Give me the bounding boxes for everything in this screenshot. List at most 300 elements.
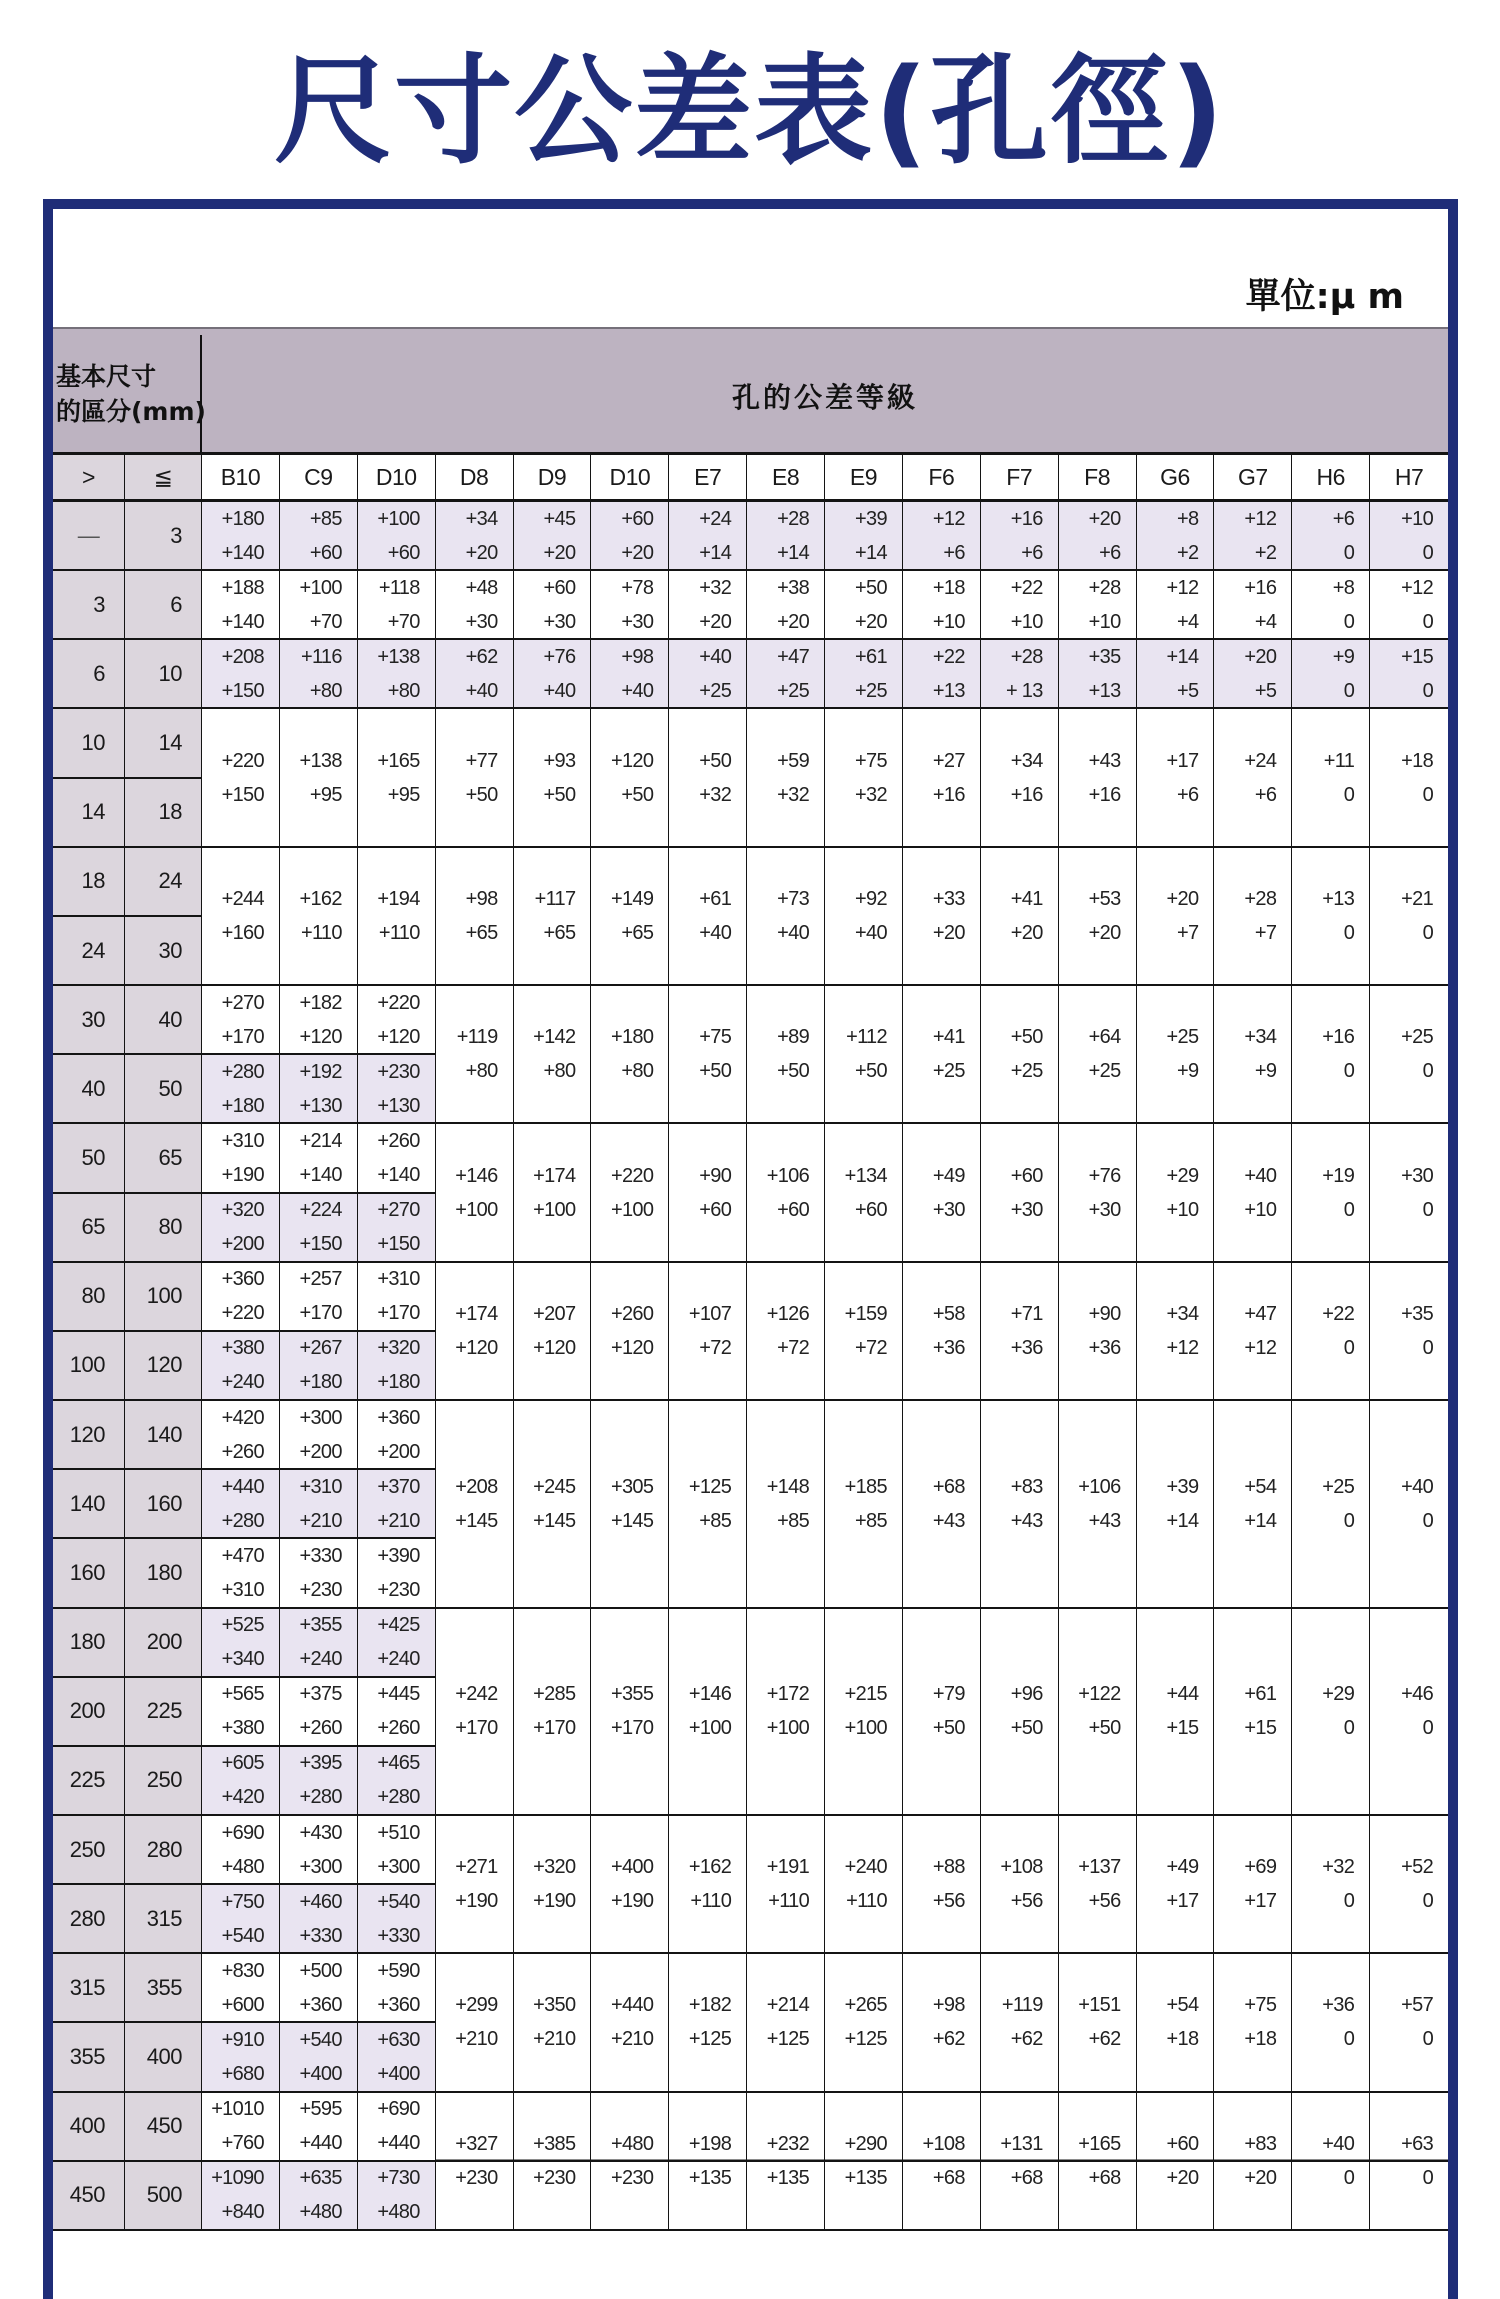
lower-deviation: +18	[1166, 2028, 1199, 2051]
size-upto-cell: 65	[125, 1124, 202, 1193]
upper-deviation: +285	[533, 1683, 576, 1706]
upper-deviation: +910	[221, 2029, 264, 2052]
lower-deviation: +125	[688, 2028, 732, 2051]
tolerance-cell	[1214, 1263, 1292, 1401]
size-over-cell: 280	[53, 1885, 125, 1954]
upper-deviation: +480	[611, 2132, 654, 2155]
size-upto-cell: 30	[125, 917, 202, 986]
lower-deviation: +16	[1088, 783, 1121, 806]
upper-deviation: +22	[1322, 1302, 1355, 1325]
tolerance-cell	[669, 709, 747, 847]
lower-deviation: +70	[309, 610, 342, 633]
lower-deviation: +50	[1088, 1717, 1121, 1740]
tolerance-cell	[669, 1816, 747, 1954]
tolerance-cell	[1214, 986, 1292, 1124]
upper-deviation: +400	[611, 1856, 654, 1879]
upper-deviation: +50	[699, 749, 732, 772]
lower-deviation: +56	[1010, 1890, 1043, 1913]
upper-deviation: +245	[533, 1475, 576, 1498]
lower-deviation: +65	[543, 921, 576, 944]
lower-deviation: +145	[533, 1509, 576, 1532]
lower-deviation: +65	[465, 921, 498, 944]
size-over-cell: 225	[53, 1747, 125, 1816]
lower-deviation: 0	[1422, 679, 1433, 702]
size-upto-cell: 160	[125, 1470, 202, 1539]
upper-deviation: +690	[221, 1821, 264, 1844]
lower-deviation: +360	[299, 1993, 342, 2016]
upper-deviation: +310	[377, 1268, 420, 1291]
tolerance-cell	[280, 709, 358, 847]
upper-deviation: +36	[1322, 1994, 1355, 2017]
upper-deviation: +151	[1078, 1994, 1121, 2017]
upper-deviation: +45	[543, 507, 576, 530]
upper-deviation: +98	[621, 645, 654, 668]
lower-deviation: +68	[1010, 2166, 1043, 2189]
tolerance-cell	[1292, 1954, 1370, 2092]
unit-label: 單位:μ m	[1245, 277, 1404, 317]
upper-deviation: +172	[766, 1683, 809, 1706]
tolerance-cell	[1370, 2093, 1448, 2231]
tolerance-cell	[1137, 1401, 1215, 1608]
lower-deviation: 0	[1422, 2028, 1433, 2051]
size-over-cell: 355	[53, 2023, 125, 2092]
tolerance-cell	[280, 1332, 358, 1401]
upper-deviation: +122	[1078, 1683, 1121, 1706]
lower-deviation: +20	[699, 610, 732, 633]
lower-deviation: +440	[377, 2132, 420, 2155]
upper-deviation: +61	[855, 645, 887, 668]
tolerance-cell	[591, 1401, 669, 1608]
lower-deviation: +20	[777, 610, 809, 633]
tolerance-cell	[747, 640, 825, 709]
lower-deviation: 0	[1422, 1890, 1433, 1913]
tolerance-cell	[280, 986, 358, 1055]
tolerance-cell	[1059, 571, 1137, 640]
lower-deviation: +280	[299, 1786, 342, 1809]
tolerance-cell	[280, 502, 358, 571]
lower-deviation: +100	[844, 1717, 887, 1740]
upper-deviation: +440	[221, 1475, 264, 1498]
upper-deviation: +370	[377, 1475, 420, 1498]
upper-deviation: +19	[1322, 1164, 1355, 1187]
tolerance-cell	[202, 2023, 280, 2092]
tolerance-cell	[358, 2162, 436, 2231]
upper-deviation: +73	[777, 887, 809, 910]
lower-deviation: +9	[1176, 1060, 1199, 1083]
upper-deviation: +20	[1166, 887, 1199, 910]
upper-deviation: +96	[1010, 1683, 1043, 1706]
tolerance-cell	[358, 1055, 436, 1124]
lower-deviation: +840	[221, 2201, 264, 2224]
lower-deviation: +680	[221, 2063, 264, 2086]
tolerance-cell	[202, 502, 280, 571]
upper-deviation: +32	[699, 576, 732, 599]
lower-deviation: +95	[387, 783, 420, 806]
lower-deviation: +170	[455, 1717, 498, 1740]
lower-deviation: +125	[844, 2028, 887, 2051]
lower-deviation: +6	[1099, 541, 1121, 564]
tolerance-cell	[202, 1055, 280, 1124]
upper-deviation: +159	[844, 1302, 887, 1325]
tolerance-cell	[747, 709, 825, 847]
upper-deviation: +28	[1244, 887, 1277, 910]
lower-deviation: +135	[766, 2166, 809, 2189]
lower-deviation: +100	[455, 1198, 498, 1221]
tolerance-cell	[202, 1885, 280, 1954]
upper-deviation: +182	[299, 991, 342, 1014]
lower-deviation: +30	[465, 610, 498, 633]
lower-deviation: +5	[1254, 679, 1277, 702]
lower-deviation: +210	[299, 1509, 342, 1532]
tolerance-cell	[1214, 1401, 1292, 1608]
upper-deviation: +188	[221, 576, 264, 599]
lower-deviation: +100	[533, 1198, 576, 1221]
upper-deviation: +390	[377, 1544, 420, 1567]
lower-deviation: +180	[221, 1094, 264, 1117]
tolerance-cell	[903, 571, 981, 640]
upper-deviation: +106	[1078, 1475, 1121, 1498]
lower-deviation: +12	[1244, 1336, 1277, 1359]
lower-deviation: +120	[299, 1025, 342, 1048]
lower-deviation: +260	[221, 1440, 264, 1463]
tolerance-cell	[1370, 1609, 1448, 1816]
tolerance-cell	[514, 1816, 592, 1954]
tolerance-cell	[747, 502, 825, 571]
size-upto-cell: 80	[125, 1194, 202, 1263]
upper-deviation: +61	[699, 887, 732, 910]
lower-deviation: +7	[1254, 921, 1277, 944]
lower-deviation: +32	[855, 783, 887, 806]
grade-header-f8: F8	[1059, 455, 1137, 502]
upper-deviation: +40	[699, 645, 732, 668]
tolerance-cell	[981, 848, 1059, 986]
size-over-cell: 120	[53, 1401, 125, 1470]
upper-deviation: +83	[1010, 1475, 1043, 1498]
upper-deviation: +360	[221, 1268, 264, 1291]
tolerance-cell	[1214, 709, 1292, 847]
tolerance-cell	[1370, 640, 1448, 709]
tolerance-cell	[1292, 1401, 1370, 1608]
upper-deviation: +58	[932, 1302, 965, 1325]
lower-deviation: 0	[1422, 1336, 1433, 1359]
lower-deviation: +50	[855, 1060, 887, 1083]
tolerance-cell	[358, 1124, 436, 1193]
tolerance-cell	[825, 640, 903, 709]
lower-deviation: +130	[377, 1094, 420, 1117]
tolerance-cell	[669, 1609, 747, 1816]
lower-deviation: +210	[377, 1509, 420, 1532]
tolerance-cell	[1292, 848, 1370, 986]
lower-deviation: +125	[766, 2028, 809, 2051]
upper-deviation: +12	[932, 507, 965, 530]
lower-deviation: 0	[1422, 610, 1433, 633]
upper-deviation: +162	[688, 1856, 732, 1879]
tolerance-cell	[747, 2093, 825, 2231]
upper-deviation: +830	[221, 1959, 264, 1982]
lower-deviation: +2	[1176, 541, 1199, 564]
upper-deviation: +174	[533, 1164, 576, 1187]
upper-deviation: +35	[1088, 645, 1121, 668]
upper-deviation: +89	[777, 1026, 809, 1049]
upper-deviation: +510	[377, 1821, 420, 1844]
upper-deviation: +430	[299, 1821, 342, 1844]
upper-deviation: +18	[1401, 749, 1433, 772]
tolerance-cell	[669, 848, 747, 986]
tolerance-cell	[591, 986, 669, 1124]
tolerance-cell	[436, 986, 514, 1124]
lower-deviation: +2	[1254, 541, 1277, 564]
lower-deviation: +43	[1010, 1509, 1043, 1532]
tolerance-cell	[747, 1816, 825, 1954]
lower-deviation: +12	[1166, 1336, 1199, 1359]
upper-deviation: +8	[1176, 507, 1199, 530]
grade-header-e9: E9	[825, 455, 903, 502]
lower-deviation: +4	[1254, 610, 1277, 633]
upper-deviation: +119	[1001, 1994, 1043, 2017]
lower-deviation: +40	[465, 679, 498, 702]
lower-deviation: +540	[221, 1924, 264, 1947]
lower-deviation: +10	[1244, 1198, 1277, 1221]
size-over-cell: 3	[53, 571, 125, 640]
lower-deviation: 0	[1343, 783, 1355, 806]
tolerance-cell	[981, 1124, 1059, 1262]
upper-deviation: +385	[533, 2132, 576, 2155]
lower-deviation: +56	[932, 1890, 965, 1913]
upper-deviation: +690	[377, 2098, 420, 2121]
tolerance-cell	[436, 2093, 514, 2231]
tolerance-cell	[436, 1263, 514, 1401]
size-over-cell: 80	[53, 1263, 125, 1332]
size-range-header	[53, 335, 206, 452]
upper-deviation: +15	[1401, 645, 1433, 668]
lower-deviation: +135	[688, 2166, 732, 2189]
upper-deviation: +1010	[211, 2098, 264, 2121]
tolerance-cell	[981, 502, 1059, 571]
tolerance-cell	[358, 1885, 436, 1954]
tolerance-cell	[1214, 2093, 1292, 2231]
upper-deviation: +16	[1244, 576, 1277, 599]
lower-deviation: +68	[1088, 2166, 1121, 2189]
upper-deviation: +54	[1244, 1475, 1277, 1498]
upper-deviation: +265	[844, 1994, 887, 2017]
lower-deviation: +190	[221, 1163, 264, 1186]
tolerance-cell	[1370, 571, 1448, 640]
tolerance-cell	[1137, 2093, 1215, 2231]
tolerance-cell	[981, 1609, 1059, 1816]
tolerance-cell	[202, 1124, 280, 1193]
lower-deviation: +80	[387, 679, 420, 702]
tolerance-cell	[1214, 1124, 1292, 1262]
upper-deviation: +730	[377, 2167, 420, 2190]
lower-deviation: +135	[844, 2166, 887, 2189]
grade-header-h6: H6	[1292, 455, 1370, 502]
lower-deviation: +15	[1244, 1717, 1277, 1740]
tolerance-cell	[903, 986, 981, 1124]
lower-deviation: +330	[299, 1924, 342, 1947]
lower-deviation: +150	[221, 679, 264, 702]
upper-deviation: +14	[1166, 645, 1199, 668]
tolerance-cell	[747, 848, 825, 986]
tolerance-cell	[1137, 1954, 1215, 2092]
grade-header-b10: B10	[202, 455, 280, 502]
tolerance-cell	[1370, 1954, 1448, 2092]
lower-deviation: +200	[221, 1233, 264, 1256]
upper-deviation: +76	[543, 645, 576, 668]
upper-deviation: +12	[1166, 576, 1199, 599]
tolerance-cell	[591, 2093, 669, 2231]
lower-deviation: +110	[378, 921, 420, 944]
size-over-cell: 400	[53, 2093, 125, 2162]
upper-deviation: +214	[766, 1994, 809, 2017]
tolerance-cell	[825, 571, 903, 640]
lower-deviation: +210	[611, 2028, 654, 2051]
lower-deviation: +5	[1176, 679, 1199, 702]
upper-deviation: +214	[299, 1129, 342, 1152]
tolerance-cell	[591, 640, 669, 709]
upper-deviation: +310	[221, 1129, 264, 1152]
tolerance-cell	[903, 1263, 981, 1401]
size-header-line-1: 基本尺寸	[56, 361, 157, 391]
tolerance-cell	[1137, 502, 1215, 571]
lower-deviation: +80	[465, 1060, 498, 1083]
lower-deviation: +180	[299, 1371, 342, 1394]
upper-deviation: +40	[1401, 1475, 1433, 1498]
tolerance-cell	[669, 640, 747, 709]
lower-deviation: +230	[611, 2166, 654, 2189]
tolerance-cell	[747, 1263, 825, 1401]
lower-deviation: +20	[1244, 2166, 1277, 2189]
tolerance-cell	[747, 1124, 825, 1262]
upper-deviation: +192	[299, 1060, 342, 1083]
tolerance-cell	[1137, 986, 1215, 1124]
lower-deviation: +140	[377, 1163, 420, 1186]
tolerance-cell	[202, 640, 280, 709]
lower-deviation: +310	[221, 1578, 264, 1601]
upper-deviation: +43	[1088, 749, 1121, 772]
lower-deviation: +20	[1010, 921, 1043, 944]
grade-header-h7: H7	[1370, 455, 1448, 502]
upper-deviation: +149	[611, 887, 654, 910]
lower-deviation: +32	[699, 783, 732, 806]
lower-deviation: +50	[1010, 1717, 1043, 1740]
size-upto-cell: 24	[125, 848, 202, 917]
lower-deviation: +440	[299, 2132, 342, 2155]
tolerance-cell	[669, 502, 747, 571]
grade-header-d8: D8	[436, 455, 514, 502]
upper-deviation: +28	[777, 507, 809, 530]
lower-deviation: +85	[777, 1509, 809, 1532]
upper-deviation: +38	[777, 576, 809, 599]
lower-deviation: +85	[699, 1509, 732, 1532]
upper-deviation: +208	[221, 645, 264, 668]
size-over-cell: 40	[53, 1055, 125, 1124]
tolerance-cell	[1059, 1609, 1137, 1816]
lower-deviation: +10	[1010, 610, 1043, 633]
size-over-cell: 24	[53, 917, 125, 986]
lower-deviation: +32	[777, 783, 809, 806]
lower-deviation: +130	[299, 1094, 342, 1117]
lower-deviation: +190	[455, 1890, 498, 1913]
upper-deviation: +49	[1166, 1856, 1199, 1879]
lower-deviation: +360	[377, 1993, 420, 2016]
lower-deviation: +20	[1166, 2166, 1199, 2189]
upper-deviation: +375	[299, 1683, 342, 1706]
lower-deviation: 0	[1343, 2028, 1355, 2051]
upper-deviation: +138	[299, 749, 342, 772]
upper-deviation: +100	[377, 507, 420, 530]
tolerance-cell	[280, 2023, 358, 2092]
upper-deviation: +71	[1010, 1302, 1043, 1325]
tolerance-cell	[280, 640, 358, 709]
upper-deviation: +230	[377, 1060, 420, 1083]
tolerance-cell	[669, 1954, 747, 2092]
page-title: 尺寸公差表(孔徑)	[274, 42, 1226, 180]
upper-deviation: +174	[455, 1302, 498, 1325]
upper-deviation: +232	[766, 2132, 809, 2155]
lower-deviation: 0	[1343, 610, 1355, 633]
upper-deviation: +595	[299, 2098, 342, 2121]
size-upto-cell: 200	[125, 1609, 202, 1678]
upper-deviation: +215	[844, 1683, 887, 1706]
tolerance-cell	[358, 502, 436, 571]
upper-deviation: +207	[533, 1302, 576, 1325]
upper-deviation: +39	[1166, 1475, 1199, 1498]
lower-deviation: +40	[777, 921, 809, 944]
tolerance-cell	[1059, 709, 1137, 847]
upper-deviation: +25	[1166, 1026, 1199, 1049]
lower-deviation: +210	[533, 2028, 576, 2051]
lower-deviation: +10	[1166, 1198, 1199, 1221]
tolerance-cell	[202, 1816, 280, 1885]
upper-deviation: +34	[1166, 1302, 1199, 1325]
tolerance-cell	[1292, 709, 1370, 847]
upper-deviation: +380	[221, 1337, 264, 1360]
lower-deviation: +110	[768, 1890, 809, 1913]
tolerance-cell	[202, 1194, 280, 1263]
tolerance-cell	[1137, 640, 1215, 709]
upper-deviation: +300	[299, 1406, 342, 1429]
lower-deviation: +72	[777, 1336, 809, 1359]
tolerance-cell	[280, 1470, 358, 1539]
lower-deviation: +25	[1088, 1060, 1121, 1083]
grade-header-c9: C9	[280, 455, 358, 502]
lower-deviation: +190	[533, 1890, 576, 1913]
size-upto-cell: 280	[125, 1816, 202, 1885]
lower-deviation: +14	[855, 541, 887, 564]
lower-deviation: +20	[932, 921, 965, 944]
upper-deviation: +134	[844, 1164, 887, 1187]
size-over-cell: 10	[53, 709, 125, 778]
upper-deviation: +53	[1088, 887, 1121, 910]
tolerance-cell	[591, 502, 669, 571]
tolerance-cell	[358, 640, 436, 709]
upper-deviation: +355	[299, 1614, 342, 1637]
lower-deviation: +200	[299, 1440, 342, 1463]
upper-deviation: +63	[1401, 2132, 1433, 2155]
upper-deviation: +305	[611, 1475, 654, 1498]
upper-deviation: +32	[1322, 1856, 1355, 1879]
upper-deviation: +68	[932, 1475, 965, 1498]
size-over-cell: 6	[53, 640, 125, 709]
tolerance-cell	[1059, 1401, 1137, 1608]
size-over-cell: 180	[53, 1609, 125, 1678]
lower-deviation: +14	[1166, 1509, 1199, 1532]
upper-deviation: +47	[1244, 1302, 1277, 1325]
upper-deviation: +50	[1010, 1026, 1043, 1049]
lower-deviation: +340	[221, 1648, 264, 1671]
upper-deviation: +194	[377, 887, 420, 910]
upper-deviation: +9	[1332, 645, 1355, 668]
